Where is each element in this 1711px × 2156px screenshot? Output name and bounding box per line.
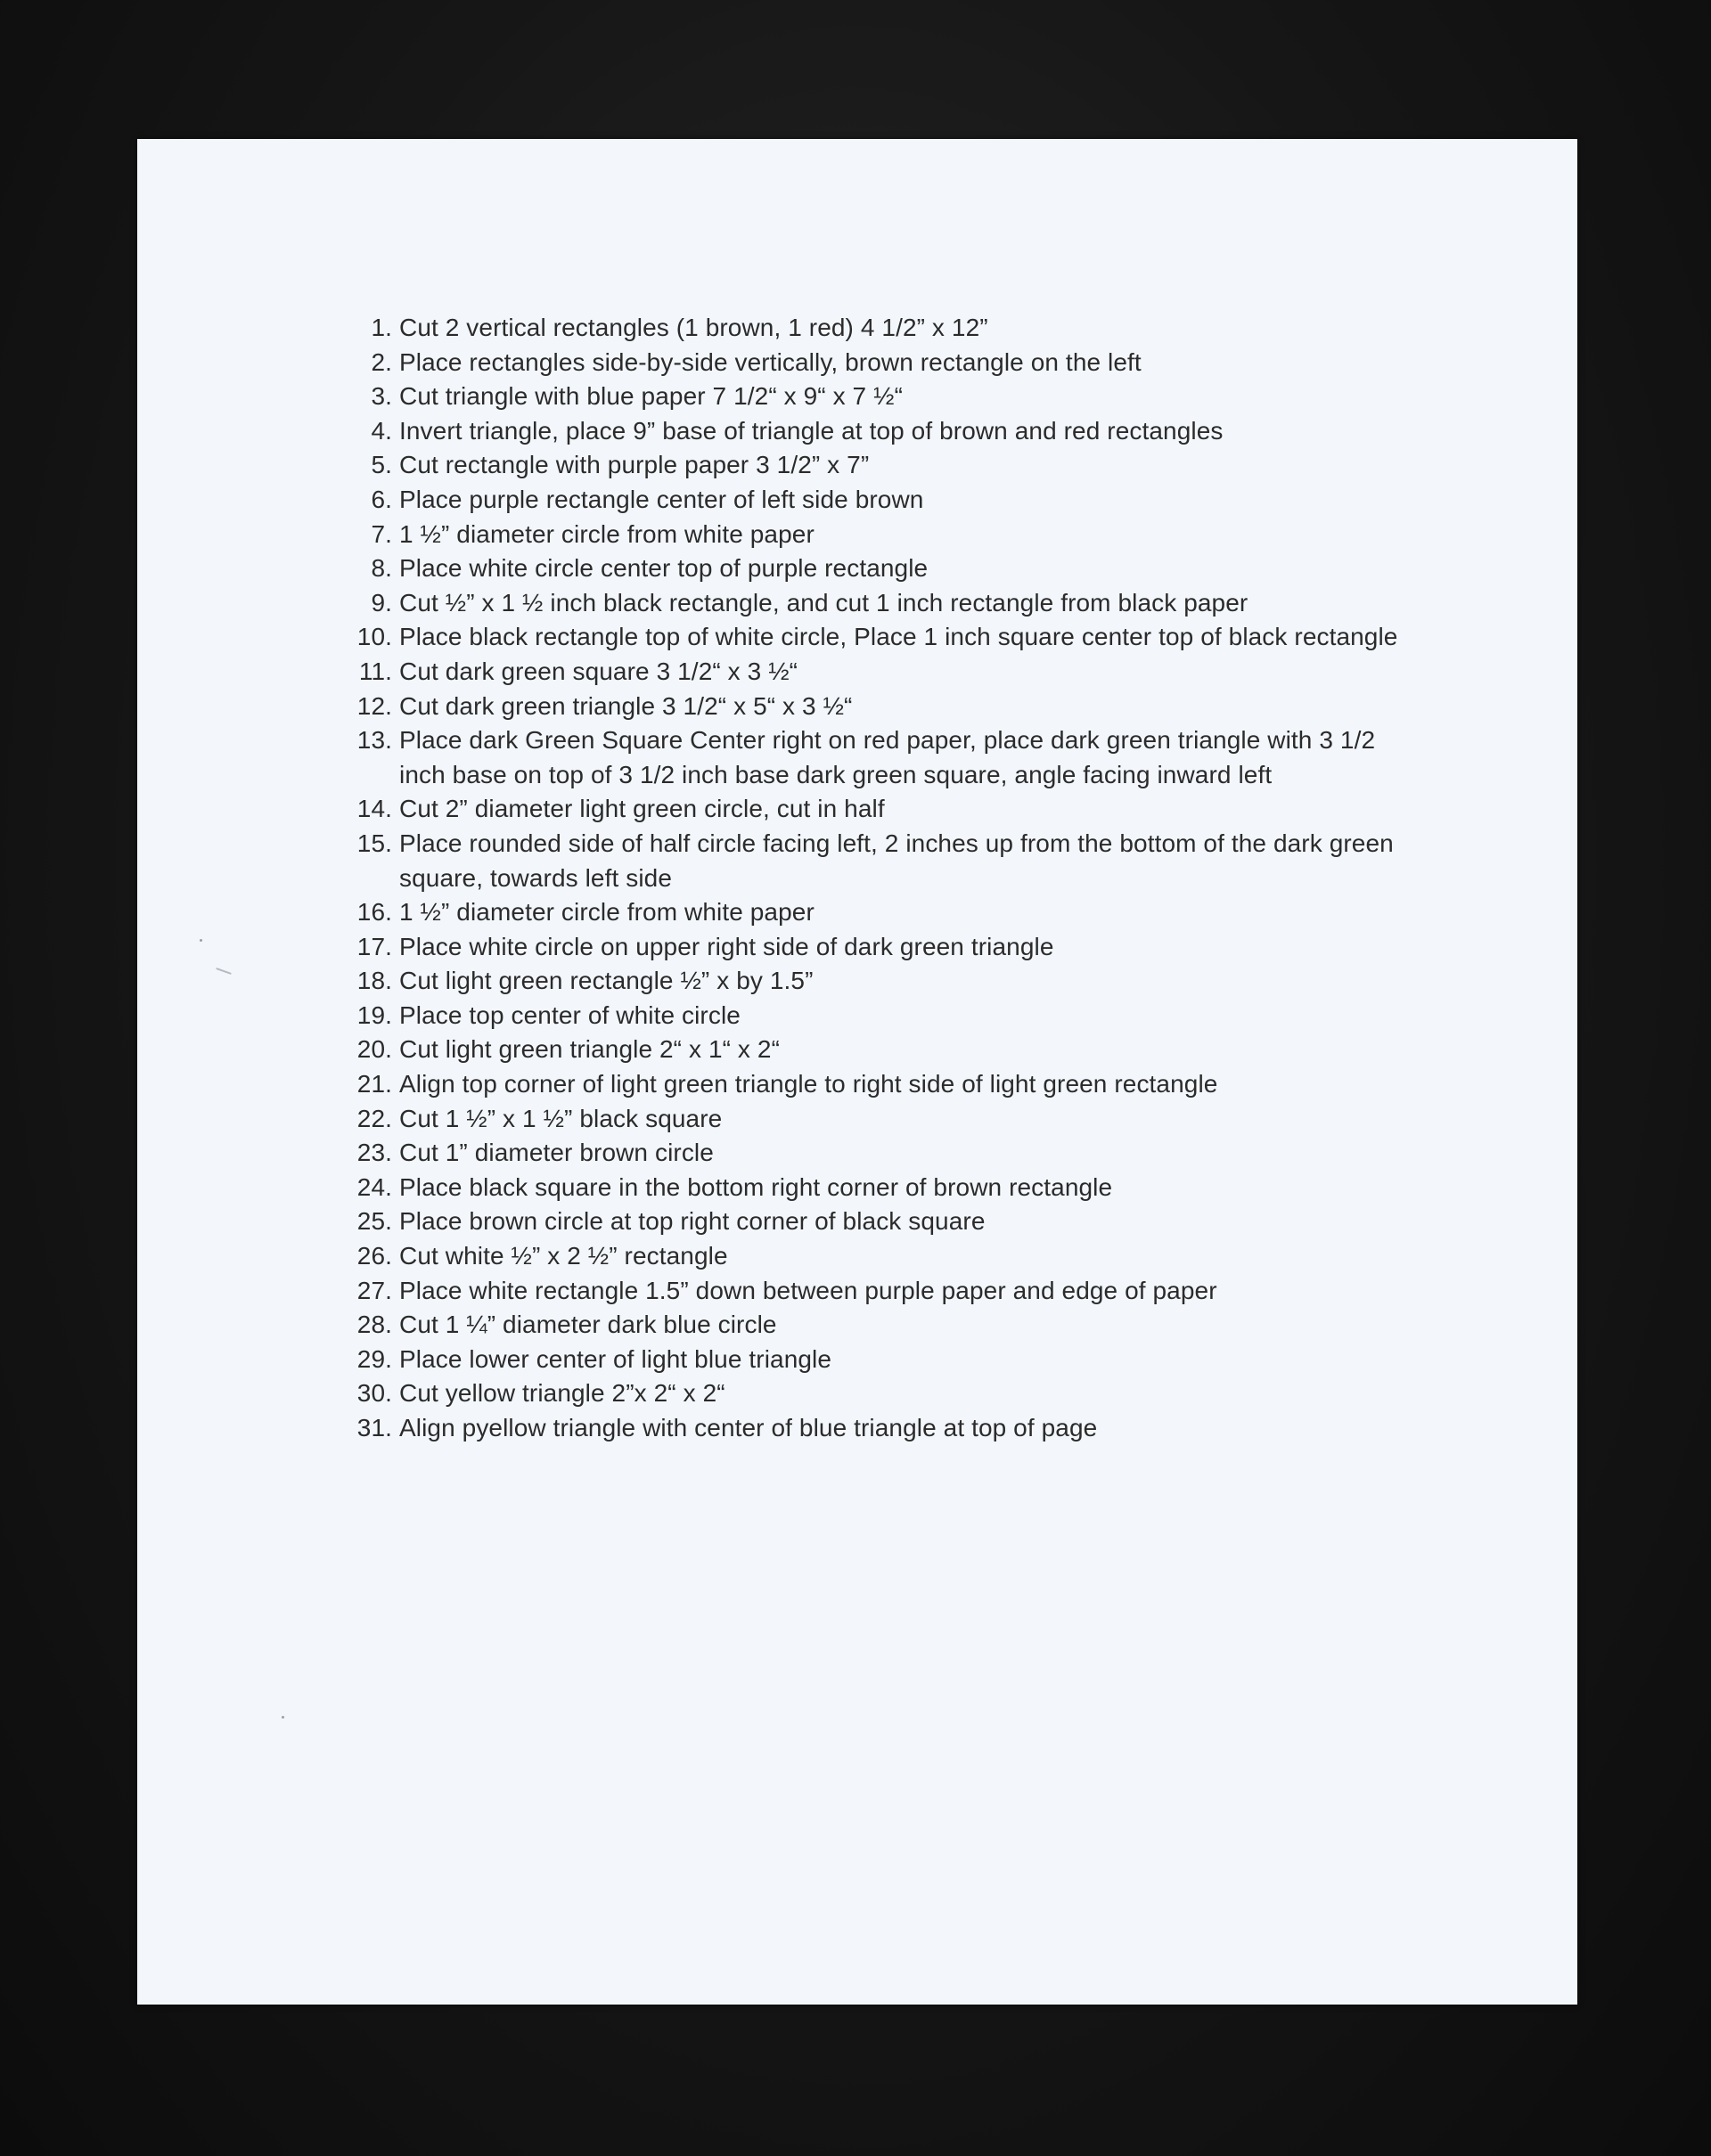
list-item-text: Cut triangle with blue paper 7 1/2“ x 9“ x 7 ½“ xyxy=(399,382,903,411)
list-item xyxy=(349,895,1410,930)
list-item xyxy=(349,1067,1410,1102)
instruction-list xyxy=(349,311,1410,1446)
list-item-number: 18. xyxy=(356,967,392,995)
list-item-text: Place black square in the bottom right corner of brown rectangle xyxy=(399,1172,1113,1201)
list-item-text: Cut 2” diameter light green circle, cut in half xyxy=(399,795,885,823)
list-item-text: Place white circle on upper right side of dark green triangle xyxy=(399,932,1054,960)
list-item-text: Cut yellow triangle 2”x 2“ x 2“ xyxy=(399,1379,725,1408)
list-item-text: Invert triangle, place 9” base of triangle at top of brown and red rectangles xyxy=(399,416,1224,445)
list-item-number: 19. xyxy=(356,1000,392,1029)
list-item-number: 22. xyxy=(356,1104,392,1132)
list-item xyxy=(349,483,1410,518)
list-item-text: Place lower center of light blue triangle xyxy=(399,1344,832,1373)
list-item-text: Cut dark green square 3 1/2“ x 3 ½“ xyxy=(399,657,798,685)
list-item-text: Cut ½” x 1 ½ inch black rectangle, and cut 1 inch rectangle from black paper xyxy=(399,588,1248,617)
list-item xyxy=(349,620,1410,655)
list-item-number: 26. xyxy=(356,1242,392,1270)
list-item-number: 8. xyxy=(371,554,392,583)
list-item-number: 30. xyxy=(356,1379,392,1408)
list-item xyxy=(349,1411,1410,1446)
list-item xyxy=(349,690,1410,724)
list-item xyxy=(349,1171,1410,1205)
list-item-number: 17. xyxy=(356,932,392,960)
list-item-text: Cut 1 ½” x 1 ½” black square xyxy=(399,1104,723,1132)
list-item-number: 6. xyxy=(371,485,392,513)
list-item xyxy=(349,999,1410,1033)
list-item-text: Cut light green rectangle ½” x by 1.5” xyxy=(399,967,814,995)
paper-speck xyxy=(216,968,232,975)
list-item xyxy=(349,930,1410,965)
list-item-number: 11. xyxy=(358,657,392,685)
list-item-number: 15. xyxy=(356,829,392,857)
list-item xyxy=(349,1274,1410,1309)
list-item-text: Align pyellow triangle with center of blue triangle at top of page xyxy=(399,1414,1098,1441)
list-item xyxy=(349,1033,1410,1067)
list-item-number: 9. xyxy=(371,588,392,617)
list-item-number: 1. xyxy=(371,314,392,341)
list-item-text: Cut dark green triangle 3 1/2“ x 5“ x 3 ½“ xyxy=(399,691,853,720)
list-item xyxy=(349,723,1410,792)
list-item-text: Place purple rectangle center of left side brown xyxy=(399,485,924,513)
list-item-text: Place top center of white circle xyxy=(399,1000,741,1029)
list-item-number: 25. xyxy=(356,1207,392,1236)
list-item-text: Place white circle center top of purple rectangle xyxy=(399,554,929,583)
list-item-text: Place rectangles side-by-side vertically, brown rectangle on the left xyxy=(399,347,1142,376)
list-item-number: 10. xyxy=(356,623,392,651)
list-item xyxy=(349,346,1410,380)
list-item-text: Cut 1 ¼” diameter dark blue circle xyxy=(399,1311,777,1339)
list-item-number: 4. xyxy=(371,416,392,445)
list-item-number: 31. xyxy=(356,1414,392,1441)
list-item-number: 24. xyxy=(356,1172,392,1201)
list-item-number: 2. xyxy=(371,347,392,376)
paper-sheet xyxy=(137,139,1577,2005)
list-item xyxy=(349,1102,1410,1137)
list-item-text: Place rounded side of half circle facing left, 2 inches up from the bottom of the dark green square, towards left side xyxy=(399,829,1394,892)
list-item-number: 12. xyxy=(356,691,392,720)
list-item-number: 7. xyxy=(371,519,392,548)
list-item-text: Align top corner of light green triangle to right side of light green rectangle xyxy=(399,1070,1218,1098)
list-item-number: 13. xyxy=(356,726,392,755)
list-item-text: 1 ½” diameter circle from white paper xyxy=(399,898,815,927)
list-item-text: Place white rectangle 1.5” down between purple paper and edge of paper xyxy=(399,1276,1217,1304)
list-item-text: Cut white ½” x 2 ½” rectangle xyxy=(399,1242,728,1270)
list-item-number: 16. xyxy=(356,898,392,927)
list-item-text: Cut 1” diameter brown circle xyxy=(399,1139,714,1167)
list-item xyxy=(349,414,1410,449)
list-item xyxy=(349,792,1410,827)
list-item xyxy=(349,551,1410,586)
list-item xyxy=(349,1376,1410,1411)
list-item xyxy=(349,964,1410,999)
list-item-number: 14. xyxy=(356,795,392,823)
list-item xyxy=(349,1205,1410,1239)
list-item-text: Place dark Green Square Center right on red paper, place dark green triangle with 3 1/2 inch base on top of 3 1/2 inch base dark green square, angle facing inward left xyxy=(399,726,1376,788)
list-item-number: 23. xyxy=(356,1139,392,1167)
list-item xyxy=(349,1308,1410,1343)
paper-speck xyxy=(282,1716,284,1719)
list-item-text: Cut light green triangle 2“ x 1“ x 2“ xyxy=(399,1035,781,1064)
list-item-number: 20. xyxy=(356,1035,392,1064)
list-item xyxy=(349,518,1410,552)
list-item-number: 21. xyxy=(356,1070,392,1098)
list-item xyxy=(349,1343,1410,1377)
list-item-number: 3. xyxy=(371,382,392,411)
list-item-number: 29. xyxy=(356,1344,392,1373)
list-item xyxy=(349,311,1410,346)
list-item-text: Cut 2 vertical rectangles (1 brown, 1 red) 4 1/2” x 12” xyxy=(399,314,988,341)
list-item-text: Place brown circle at top right corner of black square xyxy=(399,1207,986,1236)
list-item-number: 28. xyxy=(356,1311,392,1339)
list-item xyxy=(349,1239,1410,1274)
list-item-text: 1 ½” diameter circle from white paper xyxy=(399,519,815,548)
list-item-text: Place black rectangle top of white circle, Place 1 inch square center top of black rectangle xyxy=(399,623,1398,651)
list-item xyxy=(349,655,1410,690)
paper-speck xyxy=(200,939,202,942)
list-item xyxy=(349,586,1410,621)
list-item xyxy=(349,448,1410,483)
list-item xyxy=(349,1136,1410,1171)
list-item xyxy=(349,380,1410,414)
list-item-number: 5. xyxy=(371,451,392,479)
list-item-text: Cut rectangle with purple paper 3 1/2” x 7” xyxy=(399,451,870,479)
list-item xyxy=(349,827,1410,895)
list-item-number: 27. xyxy=(356,1276,392,1304)
